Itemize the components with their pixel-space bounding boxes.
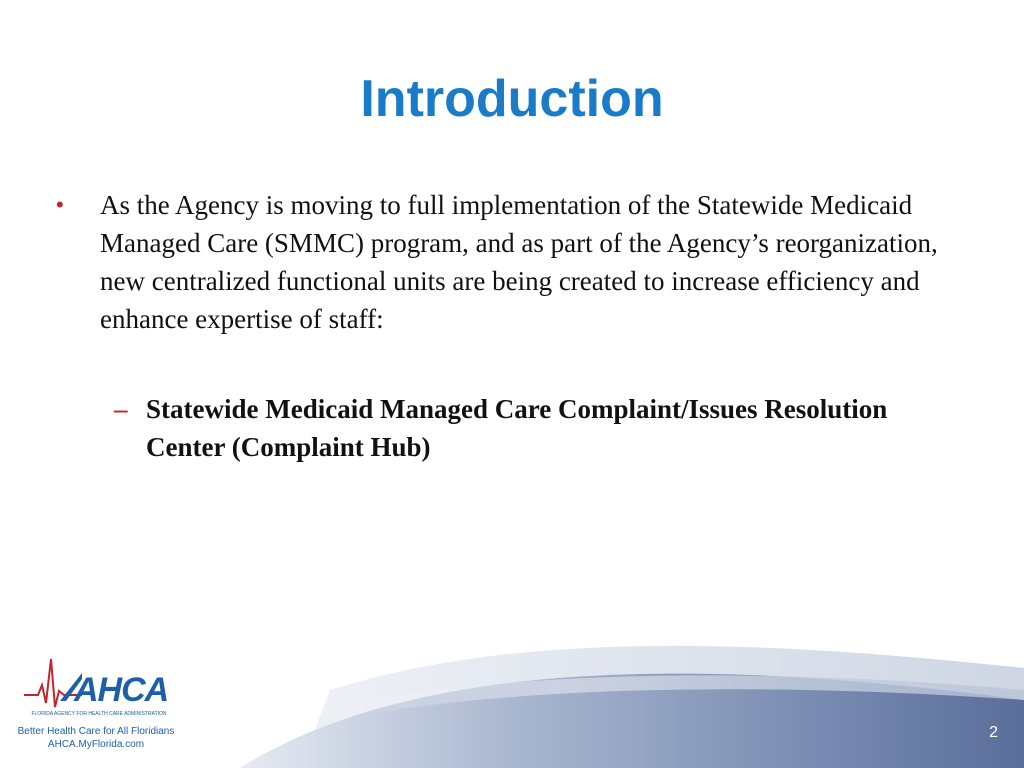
tagline-line-1: Better Health Care for All Floridians [17,726,175,737]
sub-bullet-marker: – [114,394,128,424]
logo-subtext: FLORIDA AGENCY FOR HEALTH CARE ADMINISTRATION [31,711,167,717]
tagline [16,725,176,751]
ahca-logo [16,655,176,765]
bullet-marker: • [56,192,64,217]
sub-bullet-item-1 [114,390,914,466]
bullet-item-1 [56,186,956,338]
sub-bullet-text: Statewide Medicaid Managed Care Complaint/Issues Resolution Center (Complaint Hub) [146,394,888,462]
slide-title: Introduction [360,70,664,128]
logo-text: AHCA [74,671,169,709]
page-number: 2 [989,724,998,741]
tagline-line-2: AHCA.MyFlorida.com [47,739,145,750]
bullet-text: As the Agency is moving to full implementation of the Statewide Medicaid Managed Care (SMMC) program, and as part of the Agency’s reorganization, new centralized functional units are being created to increase efficiency and enhance expertise of staff: [100,190,938,334]
